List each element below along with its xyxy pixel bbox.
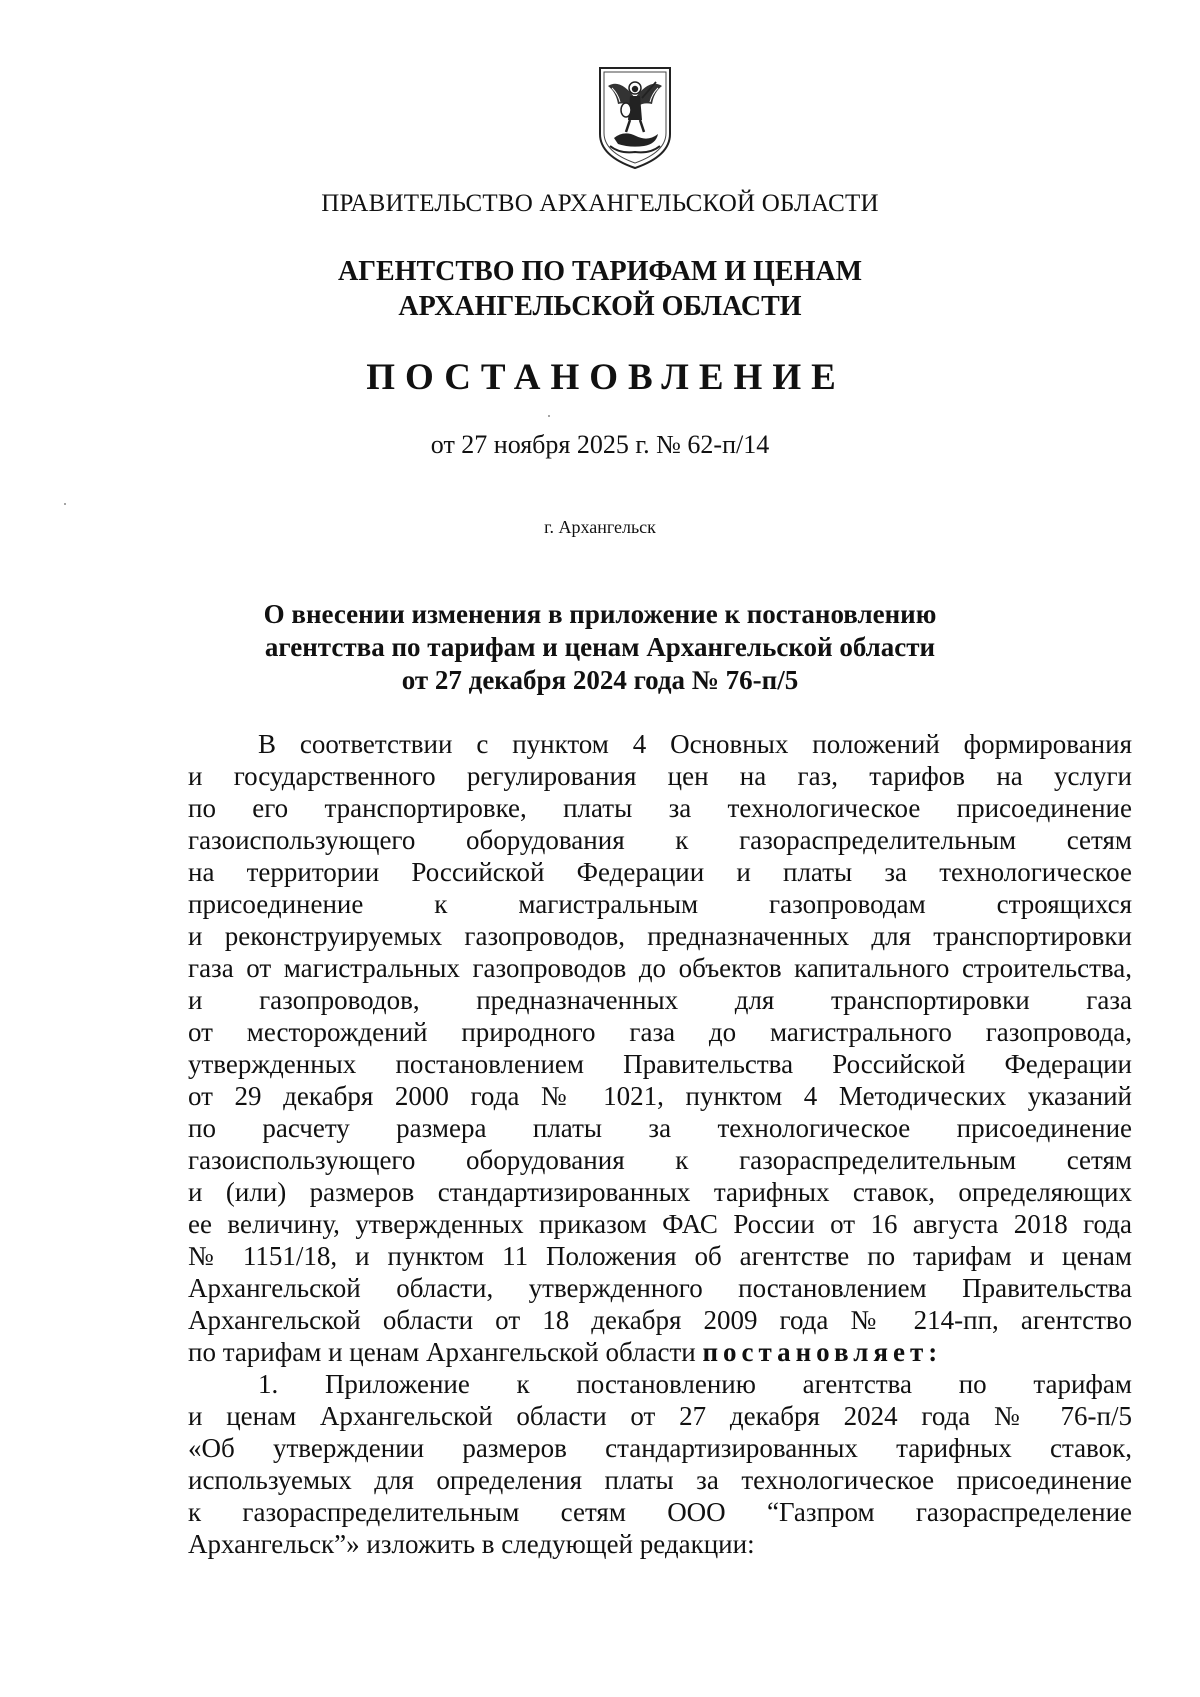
document-date-number: от 27 ноября 2025 г. № 62-п/14 [430,430,770,459]
body-line: Архангельской области, утвержденного постановлением Правительства [188,1273,1132,1303]
scan-speck [64,503,66,505]
body-line: к газораспределительным сетям ООО “Газпром газораспределение [188,1497,1132,1527]
body-line: и государственного регулирования цен на газ, тарифов на услуги [188,761,1132,791]
body-line: 1. Приложение к постановлению агентства по тарифам [258,1369,1132,1399]
body-line: используемых для определения платы за технологическое присоединение [188,1465,1132,1495]
body-line: газоиспользующего оборудования к газораспределительным сетям [188,1145,1132,1175]
body-line: и реконструируемых газопроводов, предназначенных для транспортировки [188,921,1132,951]
body-line: газоиспользующего оборудования к газораспределительным сетям [188,825,1132,855]
resolution-keyword: постановляет: [702,1337,943,1367]
subject-line: от 27 декабря 2024 года № 76-п/5 [401,665,799,695]
body-line: газа от магистральных газопроводов до объектов капитального строительства, [188,953,1132,983]
body-line: «Об утверждении размеров стандартизированных тарифных ставок, [188,1433,1132,1463]
body-line: по расчету размера платы за технологическое присоединение [188,1113,1132,1143]
body-line: от 29 декабря 2000 года № 1021, пунктом 4 Методических указаний [188,1081,1132,1111]
body-line: № 1151/18, и пунктом 11 Положения об агентстве по тарифам и ценам [188,1241,1132,1271]
document-type: ПОСТАНОВЛЕНИЕ [366,357,846,398]
body-line: утвержденных постановлением Правительства Российской Федерации [188,1049,1132,1079]
body-line-text: по тарифам и ценам Архангельской области [188,1337,703,1367]
subject-line: О внесении изменения в приложение к постановлению [263,599,937,629]
body-line: от месторождений природного газа до магистрального газопровода, [188,1017,1132,1047]
subject-line: агентства по тарифам и ценам Архангельской области [264,632,936,662]
agency-title-line1: АГЕНТСТВО ПО ТАРИФАМ И ЦЕНАМ [337,256,863,287]
body-line: и газопроводов, предназначенных для транспортировки газа [188,985,1132,1015]
agency-title [0,254,1200,324]
coat-of-arms-icon [596,64,674,172]
body-line: В соответствии с пунктом 4 Основных положений формирования [258,729,1132,759]
body-line-last [188,1336,1132,1368]
agency-title-line2: АРХАНГЕЛЬСКОЙ ОБЛАСТИ [398,291,802,322]
body-line: по его транспортировке, платы за технологическое присоединение [188,793,1132,823]
body-line: Архангельск”» изложить в следующей редакции: [188,1529,755,1559]
body-line: присоединение к магистральным газопроводам строящихся [188,889,1132,919]
document-subject [0,598,1200,697]
scan-speck [548,415,550,417]
document-city: г. Архангельск [544,517,656,537]
body-line: на территории Российской Федерации и платы за технологическое [188,857,1132,887]
government-title: ПРАВИТЕЛЬСТВО АРХАНГЕЛЬСКОЙ ОБЛАСТИ [321,190,879,217]
body-line: ее величину, утвержденных приказом ФАС России от 16 августа 2018 года [188,1209,1132,1239]
body-line: и ценам Архангельской области от 27 декабря 2024 года № 76-п/5 [188,1401,1132,1431]
body-line: Архангельской области от 18 декабря 2009 года № 214-пп, агентство [188,1305,1132,1335]
body-line: и (или) размеров стандартизированных тарифных ставок, определяющих [188,1177,1132,1207]
